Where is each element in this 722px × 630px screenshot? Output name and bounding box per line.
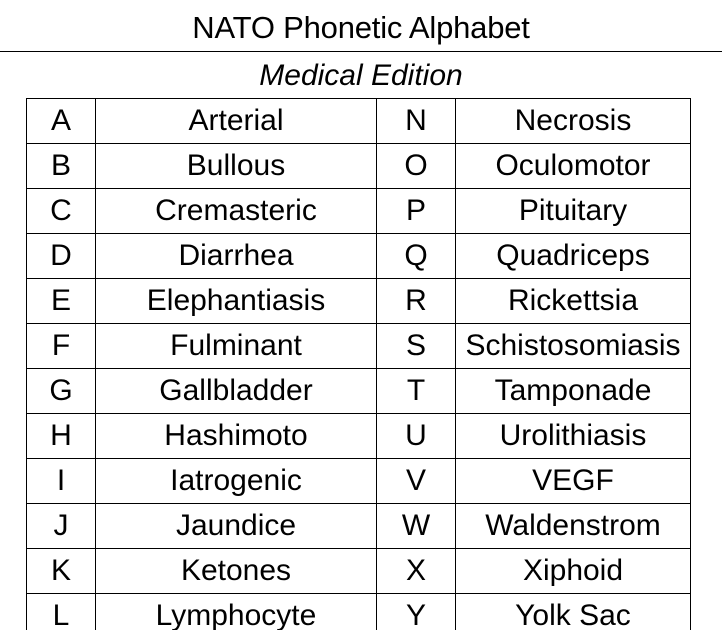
table-row — [27, 189, 691, 234]
left-letter-cell: D — [27, 234, 96, 279]
right-letter-cell: P — [377, 189, 456, 234]
right-word-cell: Yolk Sac — [456, 594, 691, 630]
left-letter-cell: C — [27, 189, 96, 234]
left-word-cell: Bullous — [96, 144, 377, 189]
page-subtitle: Medical Edition — [259, 59, 463, 92]
right-letter-cell: V — [377, 459, 456, 504]
table-row — [27, 414, 691, 459]
right-letter-cell: O — [377, 144, 456, 189]
left-letter-cell: J — [27, 504, 96, 549]
table-row — [27, 549, 691, 594]
left-letter-cell: A — [27, 99, 96, 144]
right-letter-cell: S — [377, 324, 456, 369]
table-row — [27, 99, 691, 144]
table-row — [27, 459, 691, 504]
table-row — [27, 234, 691, 279]
table-row — [27, 594, 691, 630]
right-word-cell: Urolithiasis — [456, 414, 691, 459]
left-word-cell: Iatrogenic — [96, 459, 377, 504]
right-letter-cell: U — [377, 414, 456, 459]
table-row — [27, 279, 691, 324]
left-letter-cell: G — [27, 369, 96, 414]
right-letter-cell: X — [377, 549, 456, 594]
left-letter-cell: I — [27, 459, 96, 504]
right-word-cell: Quadriceps — [456, 234, 691, 279]
left-word-cell: Diarrhea — [96, 234, 377, 279]
table-row — [27, 144, 691, 189]
right-letter-cell: Y — [377, 594, 456, 630]
left-letter-cell: K — [27, 549, 96, 594]
right-word-cell: Tamponade — [456, 369, 691, 414]
right-letter-cell: T — [377, 369, 456, 414]
right-letter-cell: N — [377, 99, 456, 144]
left-letter-cell: L — [27, 594, 96, 630]
left-letter-cell: E — [27, 279, 96, 324]
left-letter-cell: F — [27, 324, 96, 369]
right-letter-cell: W — [377, 504, 456, 549]
table-row — [27, 504, 691, 549]
left-word-cell: Arterial — [96, 99, 377, 144]
table-row — [27, 369, 691, 414]
right-letter-cell: R — [377, 279, 456, 324]
table-row — [27, 324, 691, 369]
left-word-cell: Hashimoto — [96, 414, 377, 459]
left-letter-cell: H — [27, 414, 96, 459]
left-word-cell: Ketones — [96, 549, 377, 594]
left-letter-cell: B — [27, 144, 96, 189]
right-letter-cell: Q — [377, 234, 456, 279]
left-word-cell: Jaundice — [96, 504, 377, 549]
title-divider — [0, 51, 722, 52]
right-word-cell: Oculomotor — [456, 144, 691, 189]
right-word-cell: Xiphoid — [456, 549, 691, 594]
right-word-cell: Pituitary — [456, 189, 691, 234]
right-word-cell: Waldenstrom — [456, 504, 691, 549]
left-word-cell: Fulminant — [96, 324, 377, 369]
right-word-cell: Schistosomiasis — [456, 324, 691, 369]
right-word-cell: Rickettsia — [456, 279, 691, 324]
page-title: NATO Phonetic Alphabet — [192, 10, 530, 45]
left-word-cell: Lymphocyte — [96, 594, 377, 630]
right-word-cell: Necrosis — [456, 99, 691, 144]
left-word-cell: Elephantiasis — [96, 279, 377, 324]
right-word-cell: VEGF — [456, 459, 691, 504]
phonetic-alphabet-table — [26, 98, 691, 630]
left-word-cell: Gallbladder — [96, 369, 377, 414]
left-word-cell: Cremasteric — [96, 189, 377, 234]
